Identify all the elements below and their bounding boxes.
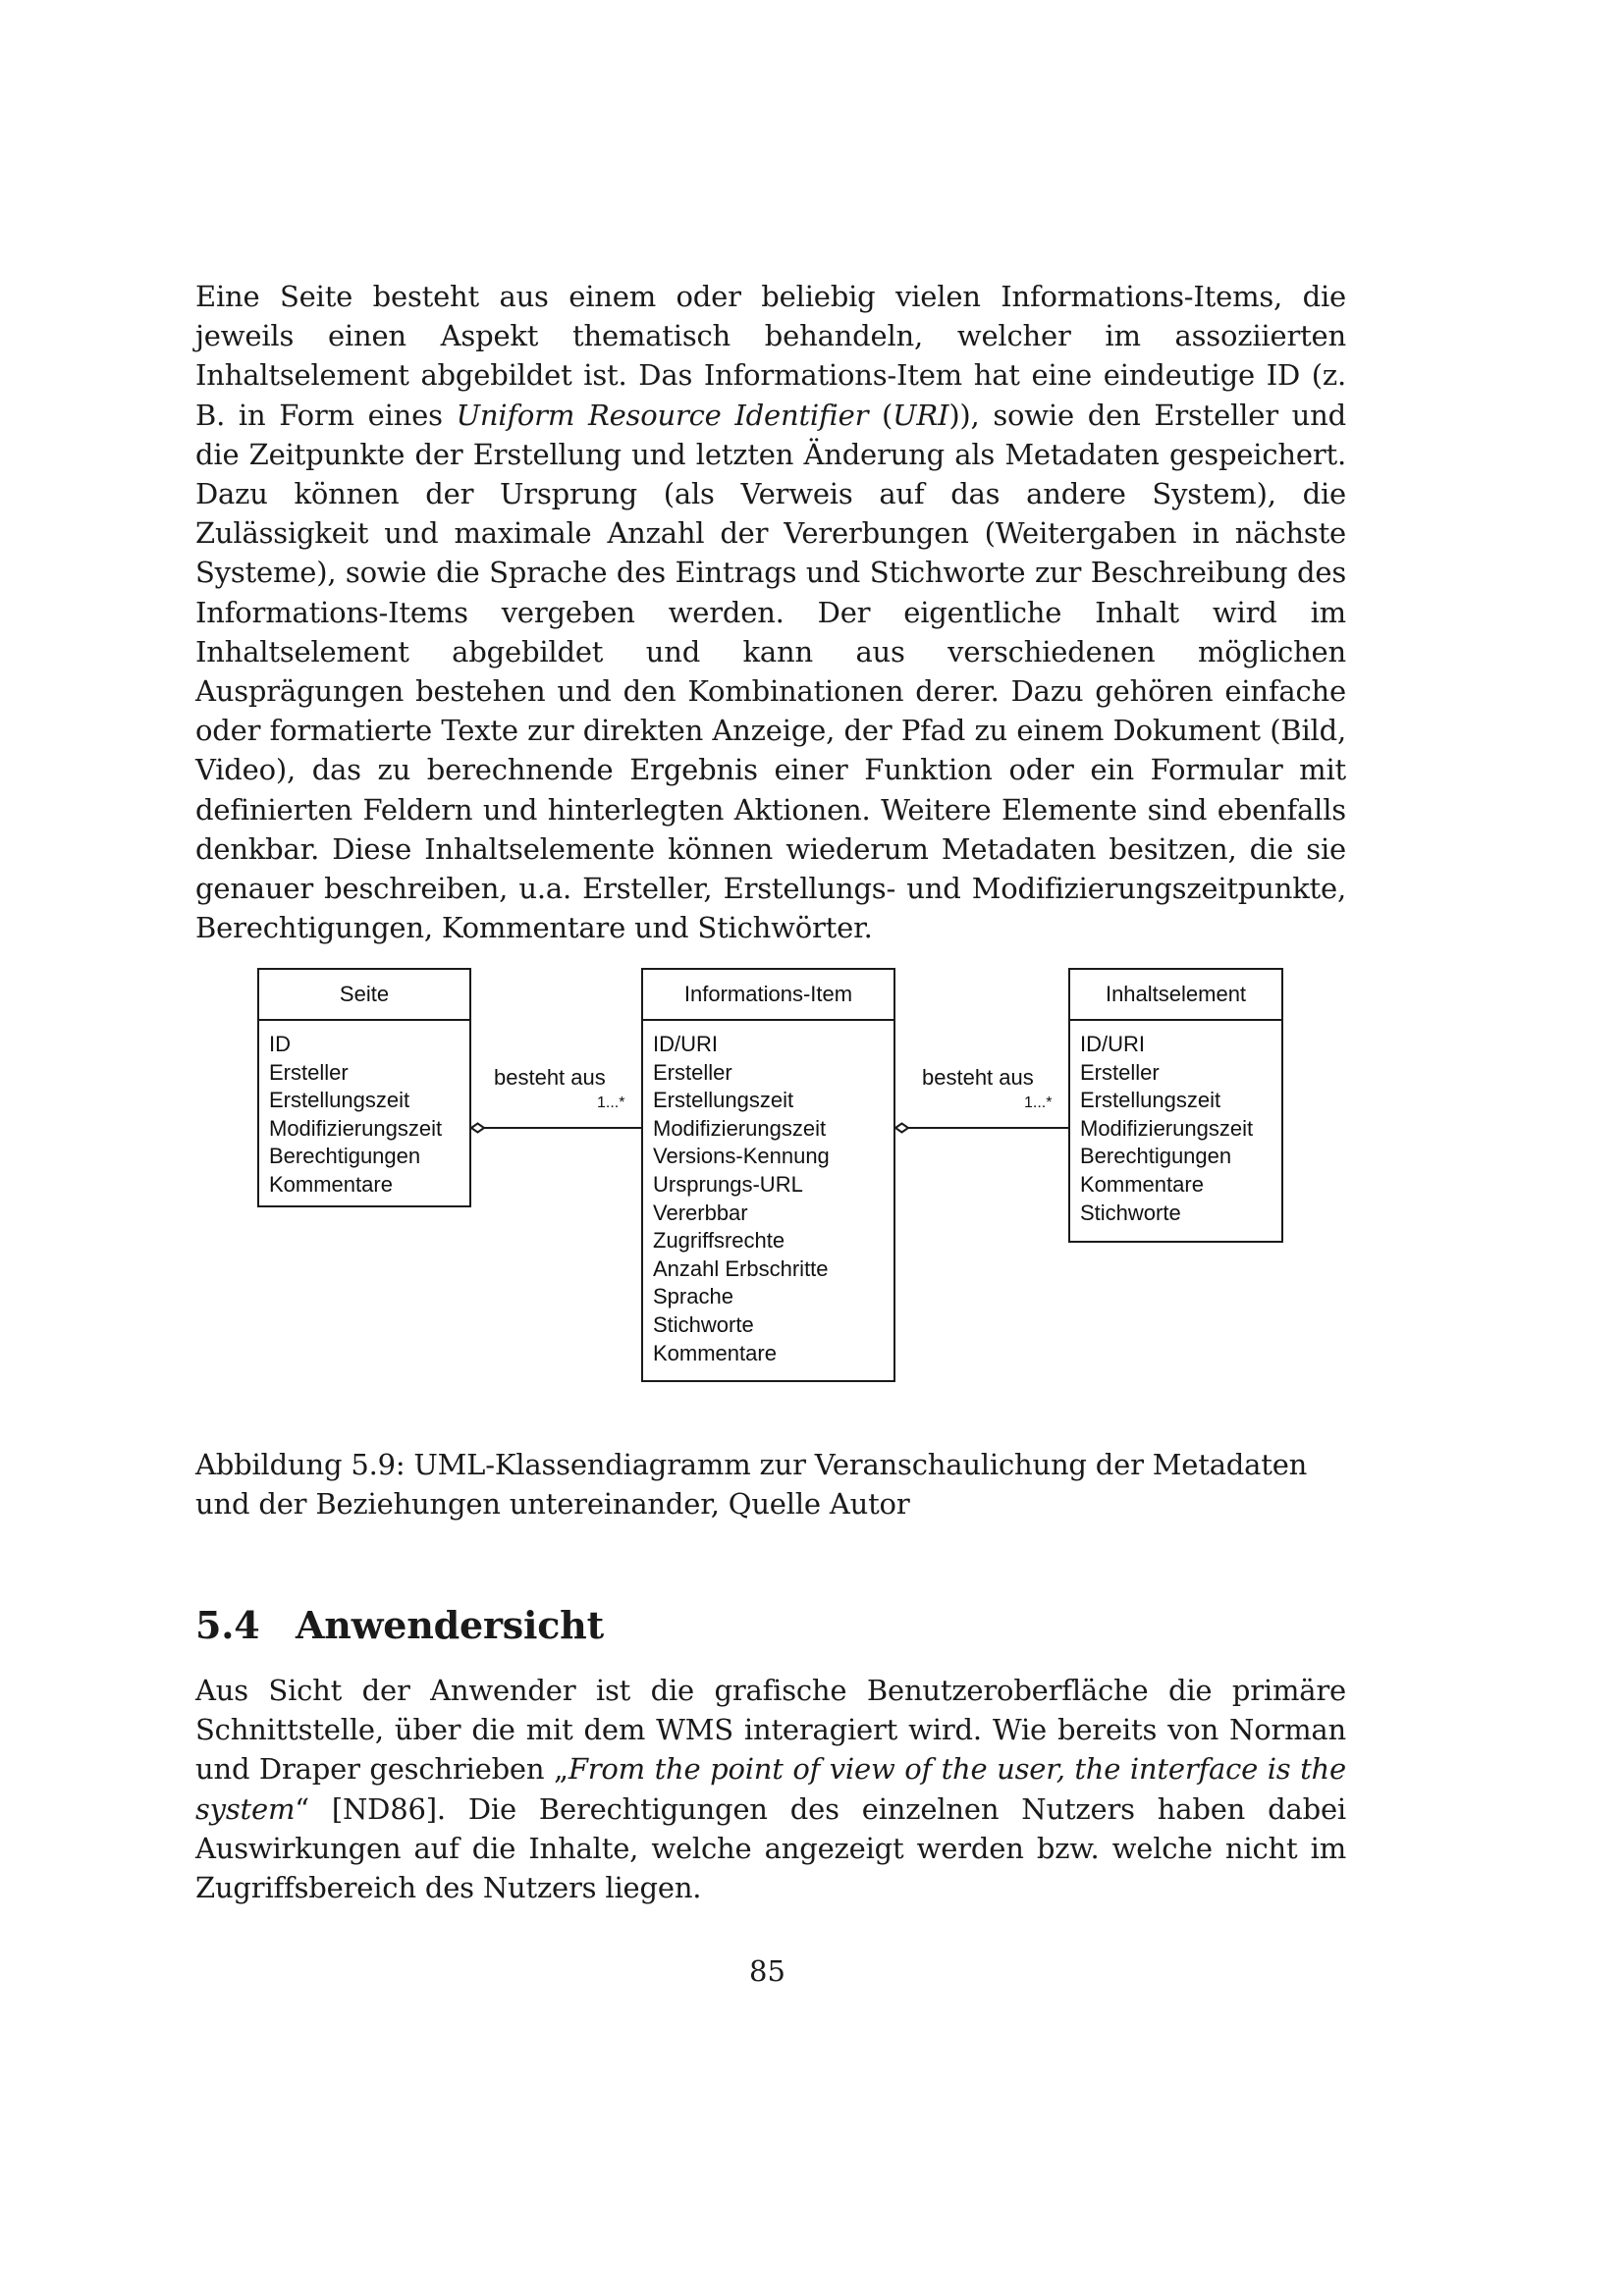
attribute-list xyxy=(1070,1021,1281,1235)
paragraph-2-text-b: “ [ND86]. Die Berechtigungen des einzelnen Nutzers haben dabei Auswirkungen auf die Inhalte, welche angezeigt werden bzw. welche nicht im Zugriffsbereich des Nutzers liegen. xyxy=(195,1791,1346,1905)
attribute: Ersteller xyxy=(1080,1059,1160,1085)
page-number: 85 xyxy=(749,1954,785,1988)
attribute: Kommentare xyxy=(269,1171,393,1197)
attribute: Kommentare xyxy=(1080,1171,1204,1197)
figure-caption: Abbildung 5.9: UML-Klassendiagramm zur Veranschaulichung der Metadaten und der Beziehungen untereinander, Quelle Autor xyxy=(195,1448,1308,1521)
body-paragraph-1 xyxy=(195,277,1346,947)
attribute: ID/URI xyxy=(653,1032,718,1056)
aggregation-diamond-seite xyxy=(471,1124,484,1133)
attribute: Berechtigungen xyxy=(1080,1144,1232,1169)
attribute: Stichworte xyxy=(1080,1200,1181,1225)
paragraph-1-text-b: )), sowie den Ersteller und die Zeitpunkte der Erstellung und letzten Änderung als Metadaten gespeichert. Dazu können der Ursprung (als Verweis auf das andere System), die Zulässigkeit und maximale Anzahl der Vererbungen (Weitergaben in nächste Systeme), sowie die Sprache des Eintrags und Stichworte zur Beschreibung des Informations-Items vergeben werden. Der eigentliche Inhalt wird im Inhaltselement abgebildet und kann aus verschiedenen möglichen Ausprägungen bestehen und den Kombinationen derer. Dazu gehören einfache oder formatierte Texte zur direkten Anzeige, der Pfad zu einem Dokument (Bild, Video), das zu berechnende Ergebnis einer Funktion oder ein Formular mit definierten Feldern und hinterlegten Aktionen. Weitere Elemente sind ebenfalls denkbar. Diese Inhaltselemente können wiederum Metadaten besitzen, die sie genauer beschreiben, u.a. Ersteller, Erstellungs- und Modifizierungszeitpunkte, Berechtigungen, Kommentare und Stichwörter. xyxy=(195,398,1346,945)
attribute: Versions-Kennung xyxy=(653,1144,830,1169)
attribute: ID/URI xyxy=(1080,1032,1145,1056)
aggregation-diamond-item xyxy=(895,1124,908,1133)
class-name: Inhaltselement xyxy=(1070,970,1281,1021)
attribute: Erstellungszeit xyxy=(653,1088,794,1113)
section-heading xyxy=(195,1603,604,1648)
uml-class-informations-item xyxy=(641,968,895,1382)
paragraph-1-italic-abbr: URI xyxy=(893,398,949,432)
attribute: Stichworte xyxy=(653,1311,754,1337)
attribute: Erstellungszeit xyxy=(269,1088,410,1113)
attribute: Modifizierungszeit xyxy=(653,1115,827,1141)
association-label: besteht aus xyxy=(494,1065,606,1090)
paragraph-1-italic-term: Uniform Resource Identifier xyxy=(456,398,869,432)
section-number: 5.4 xyxy=(195,1603,260,1647)
attribute: Vererbbar xyxy=(653,1200,748,1225)
attribute: Ersteller xyxy=(269,1059,349,1085)
class-name: Informations-Item xyxy=(643,970,893,1021)
attribute: Sprache xyxy=(653,1284,733,1309)
attribute-list xyxy=(643,1021,893,1375)
multiplicity-label: 1...* xyxy=(1024,1095,1053,1111)
attribute: Anzahl Erbschritte xyxy=(653,1255,829,1281)
attribute-list xyxy=(259,1021,469,1207)
uml-class-seite xyxy=(257,968,471,1207)
association-label: besteht aus xyxy=(922,1065,1034,1090)
multiplicity-label: 1...* xyxy=(597,1095,625,1111)
attribute: Modifizierungszeit xyxy=(269,1115,443,1141)
attribute: Zugriffsrechte xyxy=(653,1228,785,1254)
body-paragraph-2 xyxy=(195,1671,1346,1907)
paragraph-1-paren-open: ( xyxy=(868,398,893,432)
attribute: ID xyxy=(269,1032,291,1056)
paragraph-2-text-a: Aus Sicht der Anwender ist die grafische Benutzeroberfläche die primäre Schnittstelle, über die mit dem WMS interagiert wird. Wie bereits von Norman und Draper geschrieben „ xyxy=(195,1674,1346,1787)
paragraph-1-text-a: Eine Seite besteht aus einem oder beliebig vielen Informations-Items, die jeweils einen Aspekt thematisch behandeln, welcher im assoziierten Inhaltselement abgebildet ist. Das Informations-Item hat eine eindeutige ID (z. B. in Form eines xyxy=(195,280,1346,432)
section-title: Anwendersicht xyxy=(296,1603,604,1647)
attribute: Kommentare xyxy=(653,1340,777,1365)
attribute: Erstellungszeit xyxy=(1080,1088,1221,1113)
attribute: Ersteller xyxy=(653,1059,732,1085)
attribute: Ursprungs-URL xyxy=(653,1171,803,1197)
attribute: Berechtigungen xyxy=(269,1144,421,1169)
uml-class-inhaltselement xyxy=(1068,968,1283,1243)
attribute: Modifizierungszeit xyxy=(1080,1115,1254,1141)
class-name: Seite xyxy=(259,970,469,1021)
paragraph-2-quote: From the point of view of the user, the interface is the system xyxy=(195,1752,1346,1826)
